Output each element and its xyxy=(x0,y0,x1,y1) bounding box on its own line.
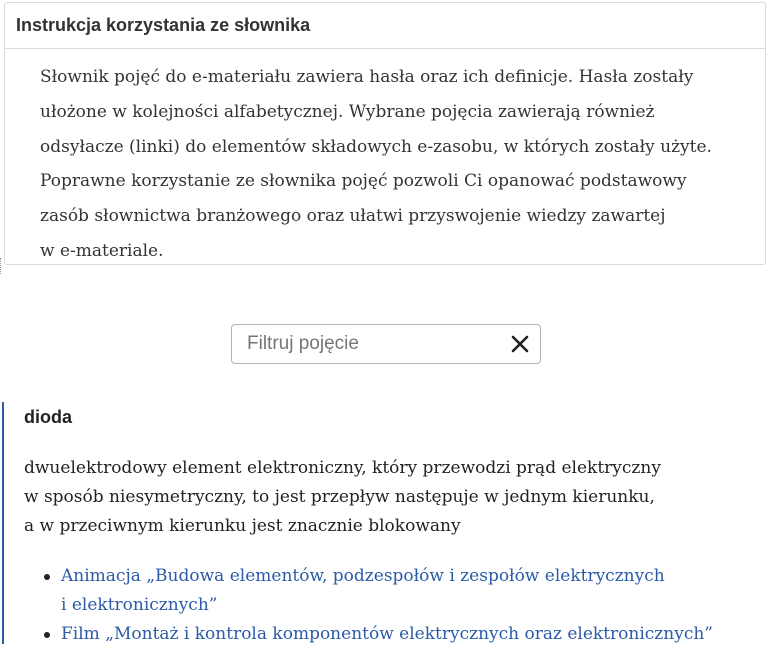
resize-handle-marker xyxy=(0,258,3,274)
instructions-line: odsyłacze (linki) do elementów składowych e-zasobu, w których zostały użyte. xyxy=(40,136,712,157)
list-item xyxy=(24,562,766,620)
instructions-line: Poprawne korzystanie ze słownika pojęć pozwoli Ci opanować podstawowy xyxy=(40,171,687,192)
definition-line: w sposób niesymetryczny, to jest przepływ następuje w jednym kierunku, xyxy=(24,487,655,507)
bullet-icon xyxy=(44,574,50,580)
instructions-line: ułożone w kolejności alfabetycznej. Wybrane pojęcia zawierają również xyxy=(40,101,655,122)
instructions-line: zasób słownictwa branżowego oraz ułatwi przyswojenie wiedzy zawartej xyxy=(40,206,666,227)
list-item xyxy=(24,620,766,649)
bullet-icon xyxy=(44,632,50,638)
instructions-text xyxy=(5,49,765,269)
term-filter xyxy=(231,324,541,364)
instructions-line: w e-materiale. xyxy=(40,240,164,261)
close-icon xyxy=(510,334,530,354)
definition-line: dwuelektrodowy element elektroniczny, który przewodzi prąd elektryczny xyxy=(24,458,661,478)
entry-definition xyxy=(24,454,766,541)
filter-input[interactable] xyxy=(232,325,500,363)
glossary-entry xyxy=(2,402,766,644)
link-text-line: i elektronicznych” xyxy=(61,595,218,615)
link-text-line: Film „Montaż i kontrola komponentów elektrycznych oraz elektronicznych” xyxy=(61,624,713,644)
instructions-title: Instrukcja korzystania ze słownika xyxy=(16,15,311,35)
instructions-header xyxy=(5,3,765,49)
link-animation[interactable] xyxy=(61,562,766,620)
dictionary-instructions-panel xyxy=(4,2,766,265)
clear-filter-button[interactable] xyxy=(500,325,540,363)
definition-line: a w przeciwnym kierunku jest znacznie blokowany xyxy=(24,516,461,536)
link-film[interactable] xyxy=(61,620,766,649)
link-text-line: Animacja „Budowa elementów, podzespołów i zespołów elektrycznych xyxy=(61,566,665,586)
instructions-line: Słownik pojęć do e-materiału zawiera hasła oraz ich definicje. Hasła zostały xyxy=(40,67,694,87)
entry-term: dioda xyxy=(24,407,72,427)
entry-links-list xyxy=(24,562,766,649)
